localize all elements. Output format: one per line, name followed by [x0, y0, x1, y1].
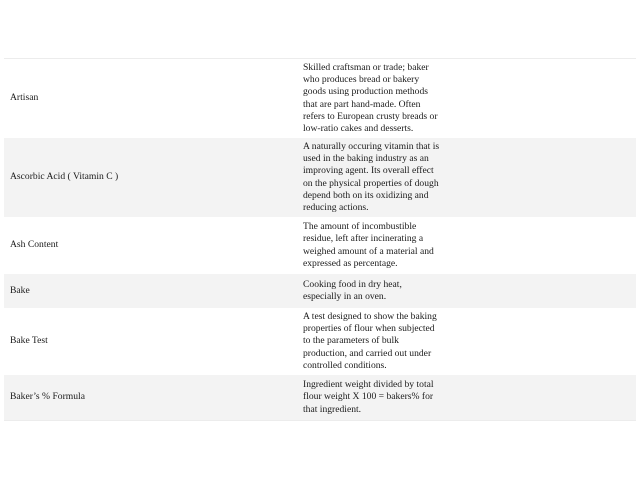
term-cell: Ascorbic Acid ( Vitamin C ) — [10, 171, 119, 183]
term-cell: Artisan — [10, 92, 39, 104]
definition-cell: Ingredient weight divided by total flour weight X 100 = bakers% for that ingredient. — [303, 379, 434, 415]
table-row — [4, 59, 636, 138]
table-row — [4, 308, 636, 375]
definition-cell: Skilled craftsman or trade; baker who produces bread or bakery goods using production methods that are part hand-made. Often refers to European crusty breads or low-ratio cakes and desserts. — [303, 61, 438, 134]
table-row — [4, 375, 636, 420]
definition-cell: A test designed to show the baking properties of flour when subjected to the parameters of bulk production, and carried out under controlled conditions. — [303, 311, 437, 371]
definition-cell: The amount of incombustible residue, left after incinerating a weighed amount of a material and expressed as percentage. — [303, 221, 434, 269]
table-row — [4, 217, 636, 274]
term-cell: Bake — [10, 284, 30, 296]
term-cell: Baker’s % Formula — [10, 391, 85, 403]
term-cell: Bake Test — [10, 335, 48, 347]
table-row — [4, 138, 636, 217]
table-row — [4, 274, 636, 308]
definition-cell: A naturally occuring vitamin that is used in the baking industry as an improving agent. Its overall effect on the physical properties of dough depend both on its oxidizing and reducing actions. — [303, 140, 440, 213]
glossary-table — [4, 58, 636, 421]
definition-cell: Cooking food in dry heat, especially in an oven. — [303, 278, 402, 302]
term-cell: Ash Content — [10, 239, 59, 251]
